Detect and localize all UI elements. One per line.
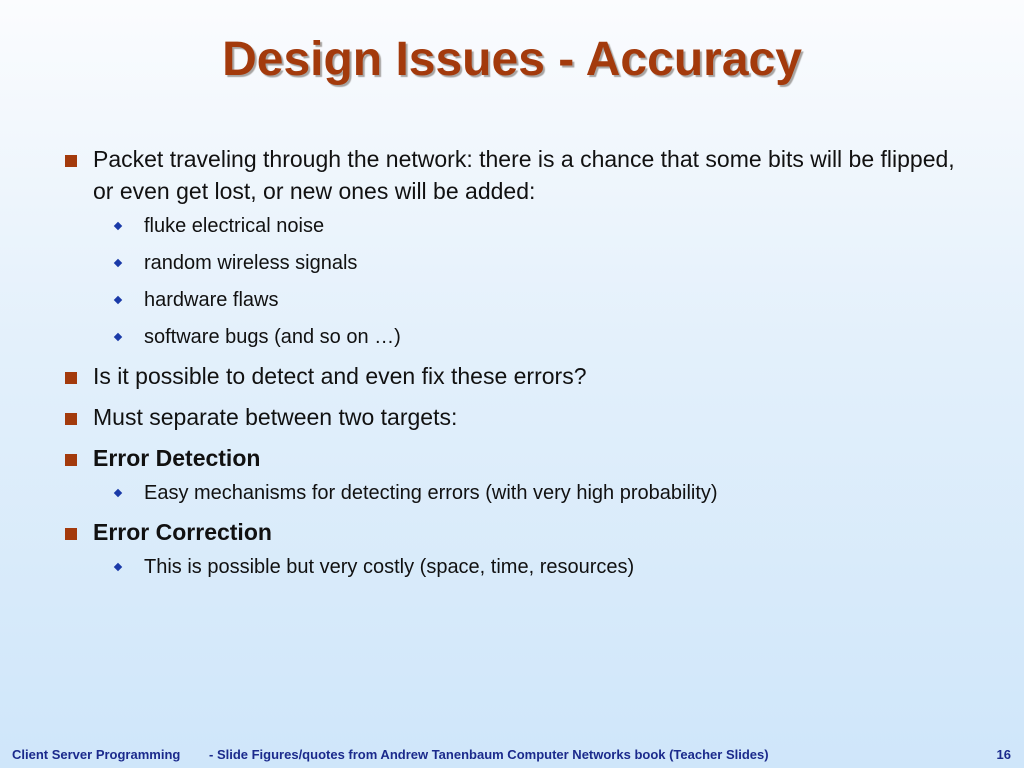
bullet-item [60, 360, 980, 392]
square-bullet-icon [65, 372, 77, 384]
sub-bullet-item [60, 286, 980, 314]
sub-bullet-text: fluke electrical noise [144, 215, 325, 237]
bullet-item [60, 516, 980, 548]
slide-title: Design Issues - Accuracy [222, 33, 802, 86]
bullet-item [60, 143, 980, 207]
sub-bullet-text: Easy mechanisms for detecting errors (with very high probability) [144, 482, 718, 504]
square-bullet-icon [65, 528, 77, 540]
bullet-text: Error Correction [93, 519, 272, 545]
sub-bullet-item [60, 249, 980, 277]
bullet-text: Must separate between two targets: [93, 404, 458, 430]
sub-bullet-item [60, 212, 980, 240]
sub-bullet-text: software bugs (and so on …) [144, 326, 401, 348]
bullet-item [60, 401, 980, 433]
bullet-item [60, 442, 980, 474]
bullet-text: Is it possible to detect and even fix these errors? [93, 363, 587, 389]
square-bullet-icon [65, 155, 77, 167]
footer-course-title: Client Server Programming [12, 747, 181, 762]
diamond-bullet-icon [114, 259, 122, 267]
bullet-text: Error Detection [93, 445, 261, 471]
sub-bullet-item [60, 553, 980, 581]
diamond-bullet-icon [114, 222, 122, 230]
bullet-text: Packet traveling through the network: there is a chance that some bits will be flipped, or even get lost, or new ones will be added: [93, 146, 955, 204]
diamond-bullet-icon [114, 563, 122, 571]
sub-bullet-text: hardware flaws [144, 289, 279, 311]
diamond-bullet-icon [114, 489, 122, 497]
page-number: 16 [996, 747, 1011, 762]
square-bullet-icon [65, 413, 77, 425]
sub-bullet-item [60, 479, 980, 507]
sub-bullet-item [60, 323, 980, 351]
sub-bullet-text: This is possible but very costly (space, time, resources) [144, 556, 635, 578]
slide-body [60, 143, 980, 590]
diamond-bullet-icon [114, 296, 122, 304]
sub-bullet-text: random wireless signals [144, 252, 358, 274]
diamond-bullet-icon [114, 333, 122, 341]
footer-source-note: - Slide Figures/quotes from Andrew Tanenbaum Computer Networks book (Teacher Slides) [209, 747, 769, 762]
square-bullet-icon [65, 454, 77, 466]
